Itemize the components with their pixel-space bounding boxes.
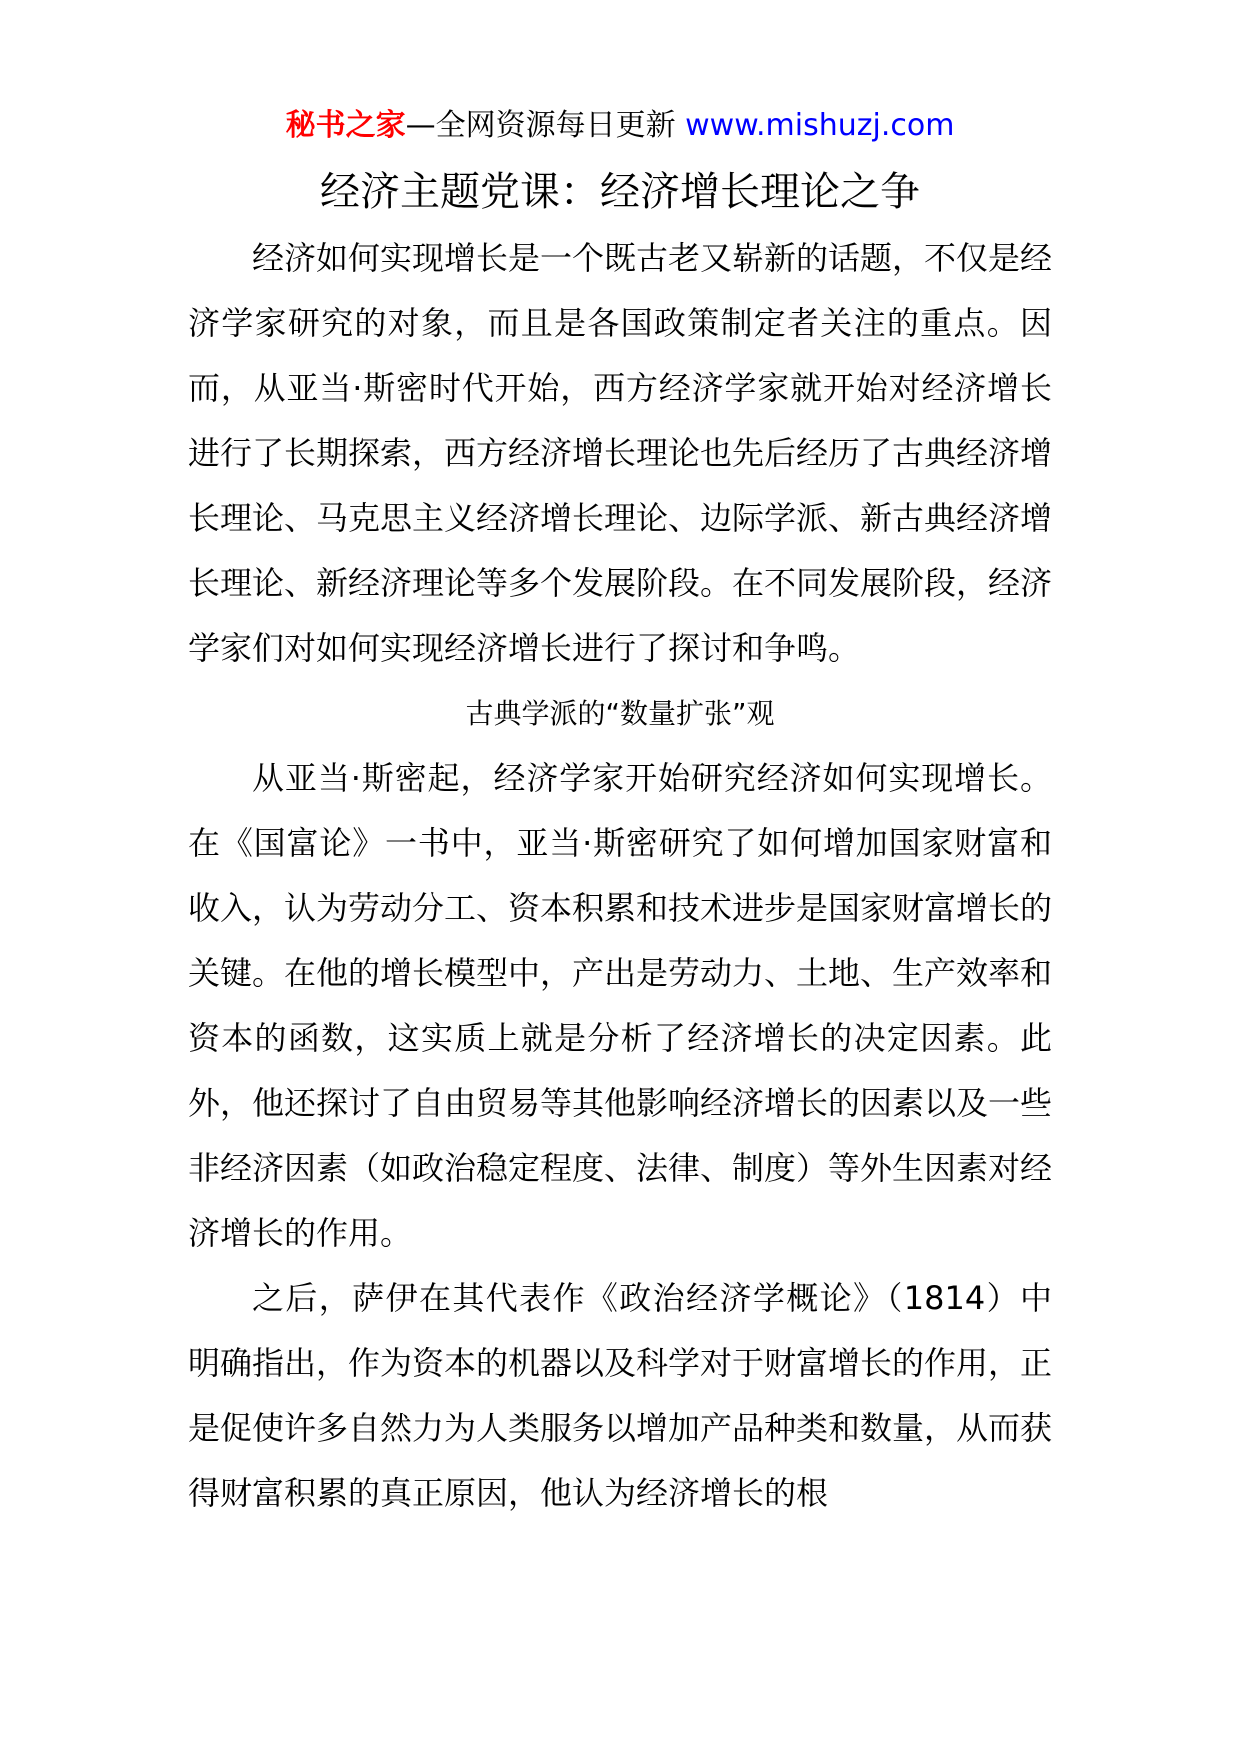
document-page [188, 0, 1052, 1754]
site-tagline: —全网资源每日更新 [405, 108, 686, 143]
document-body [188, 226, 1052, 1526]
intro-paragraph: 经济如何实现增长是一个既古老又崭新的话题，不仅是经济学家研究的对象，而且是各国政策制定者关注的重点。因而，从亚当·斯密时代开始，西方经济学家就开始对经济增长进行了长期探索，西方经济增长理论也先后经历了古典经济增长理论、马克思主义经济增长理论、边际学派、新古典经济增长理论、新经济理论等多个发展阶段。在不同发展阶段，经济学家们对如何实现经济增长进行了探讨和争鸣。 [188, 239, 1053, 667]
site-url-link[interactable]: www.mishuzj.com [685, 108, 955, 143]
section-heading: 古典学派的“数量扩张”观 [465, 697, 775, 730]
site-name: 秘书之家 [285, 108, 406, 143]
document-title: 经济主题党课：经济增长理论之争 [320, 169, 920, 215]
site-header [188, 104, 1052, 148]
section-paragraph-2: 之后，萨伊在其代表作《政治经济学概论》（1814）中明确指出，作为资本的机器以及科学对于财富增长的作用，正是促使许多自然力为人类服务以增加产品种类和数量，从而获得财富积累的真正原因，他认为经济增长的根 [188, 1279, 1053, 1512]
section-paragraph-1: 从亚当·斯密起，经济学家开始研究经济如何实现增长。在《国富论》一书中，亚当·斯密研究了如何增加国家财富和收入，认为劳动分工、资本积累和技术进步是国家财富增长的关键。在他的增长模型中，产出是劳动力、土地、生产效率和资本的函数，这实质上就是分析了经济增长的决定因素。此外，他还探讨了自由贸易等其他影响经济增长的因素以及一些非经济因素（如政治稳定程度、法律、制度）等外生因素对经济增长的作用。 [188, 759, 1053, 1252]
